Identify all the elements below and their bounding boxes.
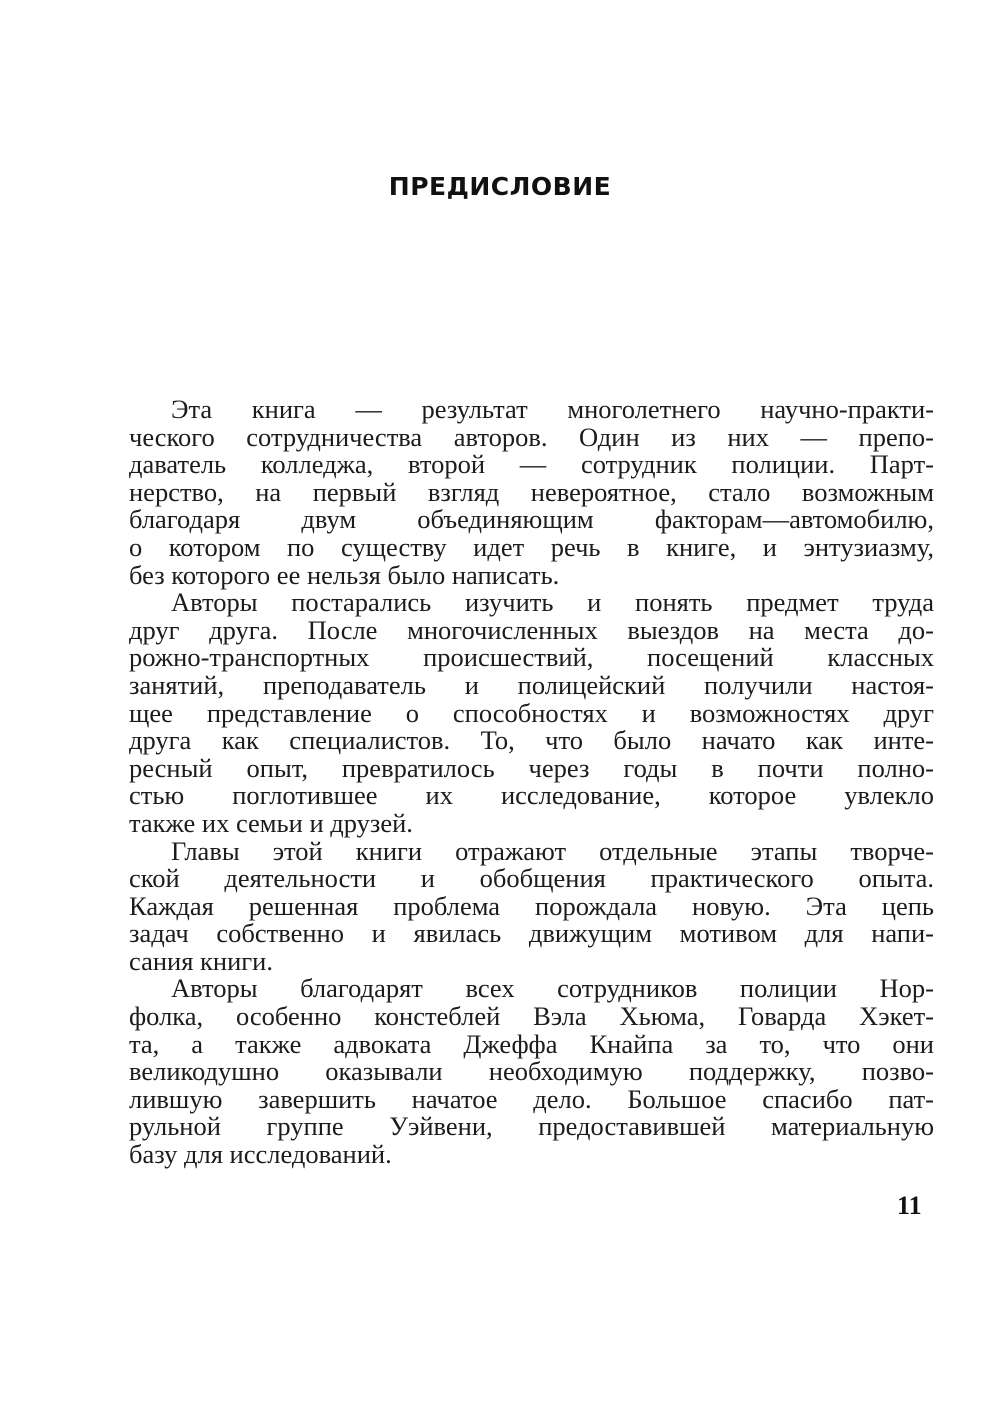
text-line: рульной группе Уэйвени, предоставившей материальную [129, 1111, 934, 1142]
text-line: Каждая решенная проблема порождала новую. Эта цепь [129, 890, 934, 921]
text-line: фолка, особенно констеблей Вэла Хьюма, Говарда Хэкет- [129, 1001, 934, 1032]
text-line: задач собственно и явилась движущим мотивом для напи- [129, 918, 934, 949]
page-title: ПРЕДИСЛОВИЕ [388, 172, 612, 201]
text-line: стью поглотившее их исследование, которое увлекло [129, 780, 934, 811]
text-line: также их семьи и друзей. [129, 807, 413, 838]
text-line: без которого ее нельзя было написать. [129, 559, 560, 590]
text-line: ческого сотрудничества авторов. Один из них — препо- [129, 421, 934, 452]
text-line: благодаря двум объединяющим факторам—автомобилю, [129, 504, 934, 535]
page-number: 11 [897, 1191, 922, 1220]
text-line: ресный опыт, превратилось через годы в почти полно- [129, 752, 934, 783]
text-line: сания книги. [129, 945, 273, 976]
text-line: та, а также адвоката Джеффа Кнайпа за то, что они [129, 1028, 934, 1059]
text-line: нерство, на первый взгляд невероятное, стало возможным [129, 476, 934, 507]
preface-body [129, 396, 934, 1169]
text-line: друга как специалистов. То, что было начато как инте- [129, 725, 934, 756]
text-line: даватель колледжа, второй — сотрудник полиции. Парт- [129, 449, 934, 480]
text-line: Авторы благодарят всех сотрудников полиции Нор- [171, 973, 934, 1004]
text-line: друг друга. После многочисленных выездов на места до- [129, 614, 934, 645]
text-line: Главы этой книги отражают отдельные этапы творче- [171, 835, 934, 866]
text-line: Авторы постарались изучить и понять предмет труда [171, 587, 934, 618]
text-line: ской деятельности и обобщения практического опыта. [129, 863, 934, 894]
text-line: о котором по существу идет речь в книге, и энтузиазму, [129, 531, 934, 562]
text-line: великодушно оказывали необходимую поддержку, позво- [129, 1056, 934, 1087]
text-line: лившую завершить начатое дело. Большое спасибо пат- [129, 1083, 934, 1114]
text-line: базу для исследований. [129, 1139, 392, 1170]
text-line: Эта книга — результат многолетнего научно-практи- [171, 394, 934, 424]
text-line: щее представление о способностях и возможностях друг [129, 697, 934, 728]
text-line: рожно-транспортных происшествий, посещений классных [129, 642, 934, 673]
text-line: занятий, преподаватель и полицейский получили настоя- [129, 669, 934, 700]
